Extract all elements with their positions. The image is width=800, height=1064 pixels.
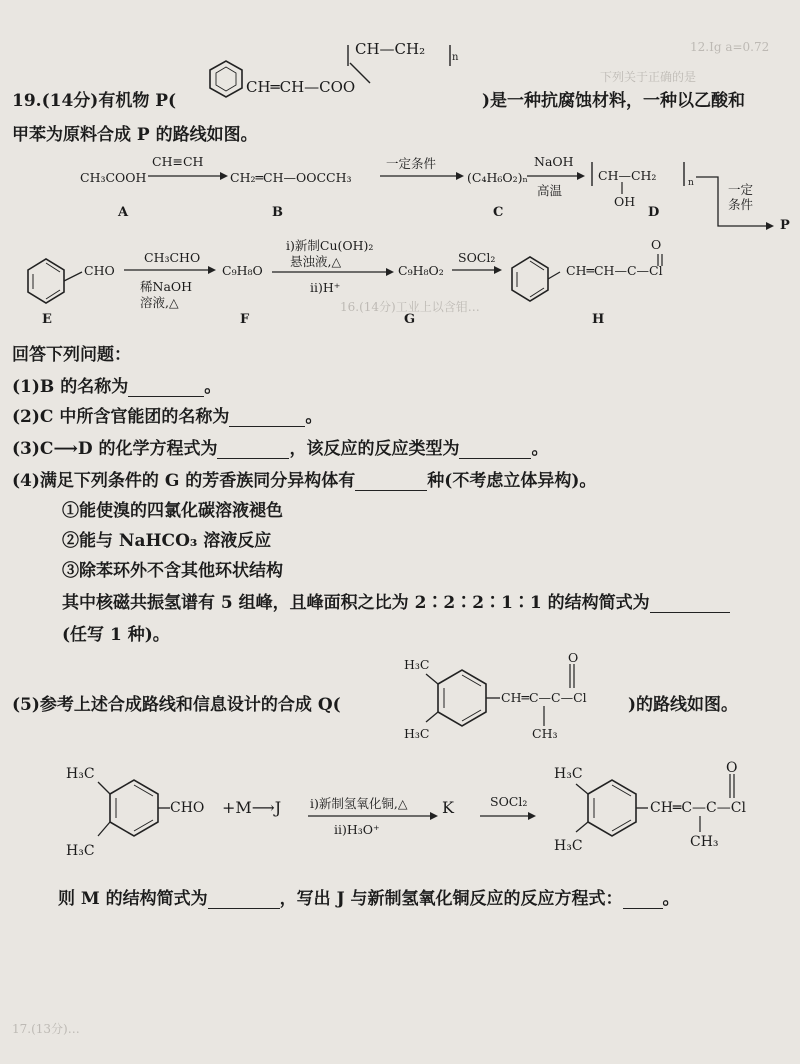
- q-chain: CH═C—C—Cl: [501, 690, 587, 705]
- q5-equation-blank[interactable]: [623, 892, 663, 909]
- product-p: P: [780, 218, 790, 233]
- compound-b: CH₂═CH—OOCCH₃: [230, 170, 352, 185]
- label-f: F: [240, 312, 250, 327]
- compound-h-oxygen: O: [651, 237, 662, 252]
- arrow-reagent: CH≡CH: [152, 154, 204, 169]
- q-methyl: CH₃: [532, 726, 558, 741]
- q4-nmr-text: [62, 588, 730, 613]
- q2-text: [12, 402, 322, 427]
- reaction-arrow: [527, 172, 585, 182]
- arrow-condition: 高温: [537, 183, 563, 198]
- compound-f: C₉H₈O: [222, 263, 263, 278]
- arrow-condition: 一定条件: [386, 156, 437, 171]
- arrow-reagent: CH₃CHO: [144, 250, 201, 265]
- sm-h3c-top: H₃C: [66, 766, 95, 782]
- q-h3c-bottom: H₃C: [404, 726, 430, 741]
- q1-text: [12, 372, 221, 397]
- q4-prompt: (4)满足下列条件的 G 的芳香族同分异构体有: [12, 471, 356, 491]
- arrow-reagent: SOCl₂: [490, 794, 528, 809]
- compound-e: CHO: [84, 263, 115, 278]
- label-e: E: [42, 312, 52, 327]
- arrow-reagent: SOCl₂: [458, 250, 496, 265]
- sm-aldehyde: CHO: [170, 800, 205, 816]
- q5-prompt: (5)参考上述合成路线和信息设计的合成 Q(: [12, 695, 341, 715]
- reaction-arrow: [380, 172, 464, 182]
- p-polymer-n: n: [452, 52, 459, 63]
- reagent-m-product-j: +M⟶J: [222, 798, 282, 817]
- p-polymer-top: CH—CH₂: [355, 40, 426, 58]
- q1-answer-blank[interactable]: [128, 380, 204, 397]
- q3-end: 。: [531, 439, 549, 459]
- q2-end: 。: [305, 407, 323, 427]
- p-chain: CH═CH—COO: [246, 78, 356, 96]
- compound-d: CH—CH₂: [598, 168, 657, 183]
- label-a: A: [118, 205, 129, 220]
- q3-type-blank[interactable]: [459, 442, 531, 459]
- questions-intro: 回答下列问题：: [12, 345, 131, 365]
- q4-count-blank[interactable]: [355, 474, 427, 491]
- q4-nmr-prompt: 其中核磁共振氢谱有 5 组峰，且峰面积之比为 2∶2∶2∶1∶1 的结构简式为: [62, 593, 650, 613]
- compound-a: CH₃COOH: [80, 170, 147, 185]
- q5-m-prompt: 则 M 的结构简式为: [58, 889, 208, 909]
- label-h: H: [592, 312, 605, 327]
- label-g: G: [404, 312, 416, 327]
- pr-h3c-bottom: H₃C: [554, 838, 583, 854]
- pr-oxygen: O: [726, 760, 738, 776]
- q4-condition-3: ③除苯环外不含其他环状结构: [62, 561, 283, 581]
- intermediate-k: K: [442, 798, 454, 817]
- arrow-condition: ⅱ)H₃O⁺: [334, 822, 380, 837]
- q4-condition-1: ①能使溴的四氯化碳溶液褪色: [62, 501, 283, 521]
- bleed-text: 12.Ig a=0.72: [690, 40, 770, 54]
- q5-end: 。: [662, 889, 680, 909]
- question-header-cont: )是一种抗腐蚀材料，一种以乙酸和: [482, 91, 746, 111]
- question-header-line2: 甲苯为原料合成 P 的路线如图。: [12, 125, 258, 145]
- reaction-arrow: [272, 268, 394, 278]
- question-header: 19.(14分)有机物 P(: [12, 91, 177, 111]
- q2-prompt: (2)C 中所含官能团的名称为: [12, 407, 230, 427]
- arrow-reagent: ⅰ)新制氢氧化铜,△: [310, 796, 408, 811]
- q4-structure-blank[interactable]: [650, 596, 730, 613]
- reaction-arrow: [148, 172, 228, 182]
- q4-condition-2: ②能与 NaHCO₃ 溶液反应: [62, 531, 272, 551]
- compound-c: (C₄H₆O₂)ₙ: [467, 170, 528, 185]
- reaction-arrow: [308, 812, 438, 822]
- q5-prompt-cont: )的路线如图。: [628, 695, 739, 715]
- arrow-reagent: ⅰ)新制Cu(OH)₂: [286, 238, 374, 253]
- benzene-ring-e: [18, 250, 118, 310]
- arrow-condition: ⅱ)H⁺: [310, 280, 341, 295]
- reaction-arrow: [124, 266, 216, 276]
- pr-methyl: CH₃: [690, 834, 719, 850]
- q4-prompt-cont: 种(不考虑立体异构)。: [427, 471, 597, 491]
- q5-j-prompt: ，写出 J 与新制氢氧化铜反应的反应方程式：: [279, 889, 623, 909]
- label-c: C: [493, 205, 504, 220]
- arrow-condition: 溶液,△: [140, 295, 179, 310]
- q3-text: [12, 434, 548, 459]
- q4-note: (任写 1 种)。: [62, 625, 170, 645]
- compound-d-oh: OH: [614, 194, 636, 209]
- q1-end: 。: [204, 377, 222, 397]
- arrow-condition: 悬浊液,△: [290, 254, 342, 269]
- q5-m-blank[interactable]: [208, 892, 280, 909]
- bleed-text: 17.(13分)…: [12, 1022, 80, 1036]
- arrow-condition: 一定条件: [728, 182, 754, 212]
- label-d: D: [648, 205, 660, 220]
- compound-d-n: n: [688, 178, 694, 188]
- structure-p: [180, 40, 500, 110]
- sm-h3c-bottom: H₃C: [66, 843, 95, 859]
- q2-answer-blank[interactable]: [229, 410, 305, 427]
- arrow-condition: 稀NaOH: [140, 279, 193, 294]
- q3-prompt-equation: (3)C⟶D 的化学方程式为: [12, 439, 218, 459]
- pr-h3c-top: H₃C: [554, 766, 583, 782]
- compound-h: CH═CH—C—Cl: [566, 263, 663, 278]
- compound-g: C₉H₈O₂: [398, 263, 444, 278]
- label-b: B: [272, 205, 283, 220]
- q1-prompt: (1)B 的名称为: [12, 377, 129, 397]
- pr-chain: CH═C—C—Cl: [650, 800, 746, 816]
- bleed-text: 下列关于正确的是: [600, 70, 697, 84]
- arrow-reagent: NaOH: [534, 154, 574, 169]
- q3-equation-blank[interactable]: [217, 442, 289, 459]
- q-oxygen: O: [568, 650, 579, 665]
- q-h3c-top: H₃C: [404, 657, 430, 672]
- reaction-arrow: [452, 266, 502, 276]
- q5-final-text: [58, 884, 680, 909]
- bleed-text: 16.(14分)工业上以含钼…: [340, 300, 480, 314]
- q4-text: [12, 466, 596, 491]
- q3-prompt-type: ，该反应的反应类型为: [289, 439, 460, 459]
